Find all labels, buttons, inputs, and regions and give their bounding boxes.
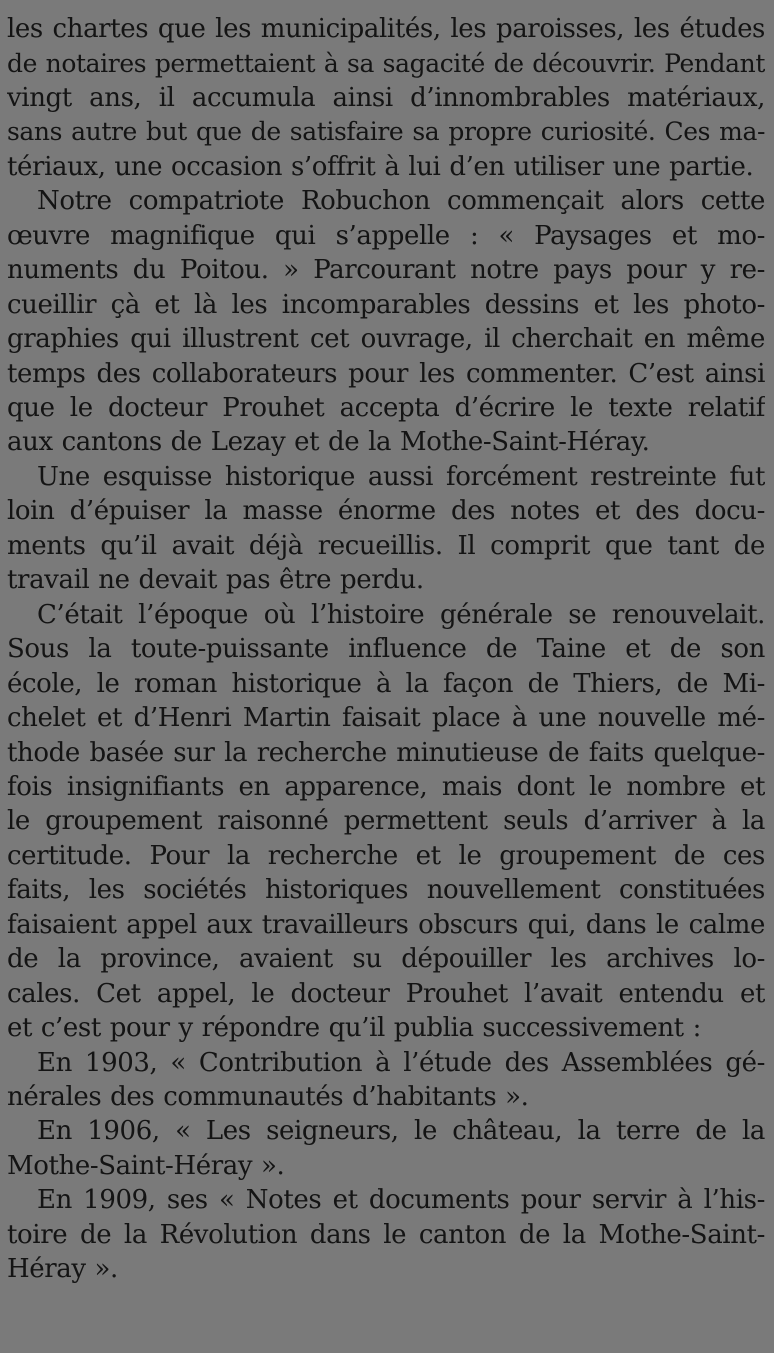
text-line: faisaient appel aux travailleurs obscurs qui, dans le calme xyxy=(7,909,765,940)
text-line: vingt ans, il accumula ainsi d’innombrables matériaux, xyxy=(7,82,765,113)
text-line: travail ne devait pas être perdu. xyxy=(7,565,424,596)
text-line: cales. Cet appel, le docteur Prouhet l’avait entendu et xyxy=(7,978,765,1009)
text-line: le groupement raisonné permettent seuls d’arriver à la xyxy=(7,806,765,837)
text-line: de notaires permettaient à sa sagacité de découvrir. Pendant xyxy=(7,48,765,78)
text-line: loin d’épuiser la masse énorme des notes et des docu- xyxy=(7,496,765,527)
text-line: œuvre magnifique qui s’appelle : « Paysages et mo- xyxy=(7,220,765,251)
text-line: thode basée sur la recherche minutieuse de faits quelque- xyxy=(7,737,765,768)
text-line: certitude. Pour la recherche et le groupement de ces xyxy=(7,840,765,871)
text-line: fois insignifiants en apparence, mais dont le nombre et xyxy=(7,771,765,802)
text-line: En 1906, « Les seigneurs, le château, la terre de la xyxy=(37,1116,765,1147)
text-line: que le docteur Prouhet accepta d’écrire le texte relatif xyxy=(7,393,765,423)
text-line: Sous la toute-puissante influence de Taine et de son xyxy=(7,634,765,665)
text-line: nérales des communautés d’habitants ». xyxy=(7,1082,529,1112)
text-line: école, le roman historique à la façon de Thiers, de Mi- xyxy=(7,668,765,699)
text-line: Mothe-Saint-Héray ». xyxy=(7,1150,285,1181)
text-line: tériaux, une occasion s’offrit à lui d’en utiliser une partie. xyxy=(7,151,754,182)
text-line: graphies qui illustrent cet ouvrage, il cherchait en même xyxy=(7,324,765,355)
text-line: toire de la Révolution dans le canton de la Mothe-Saint- xyxy=(7,1219,765,1250)
text-line: En 1909, ses « Notes et documents pour servir à l’his- xyxy=(37,1185,765,1216)
text-line: de la province, avaient su dépouiller les archives lo- xyxy=(7,944,765,975)
text-line: cueillir çà et là les incomparables dessins et les photo- xyxy=(7,289,765,320)
text-line: aux cantons de Lezay et de la Mothe-Saint-Héray. xyxy=(7,427,650,458)
text-line: Notre compatriote Robuchon commençait alors cette xyxy=(37,186,765,217)
text-line: chelet et d’Henri Martin faisait place à une nouvelle mé- xyxy=(7,703,765,733)
text-line: temps des collaborateurs pour les commenter. C’est ainsi xyxy=(7,358,765,389)
text-line: et c’est pour y répondre qu’il publia successivement : xyxy=(7,1013,701,1044)
text-line: Une esquisse historique aussi forcément restreinte fut xyxy=(37,461,765,492)
text-line: ments qu’il avait déjà recueillis. Il comprit que tant de xyxy=(7,530,765,561)
text-line: Héray ». xyxy=(7,1254,118,1285)
text-line: sans autre but que de satisfaire sa propre curiosité. Ces ma- xyxy=(7,117,765,147)
text-line: En 1903, « Contribution à l’étude des Assemblées gé- xyxy=(37,1047,765,1078)
text-line: numents du Poitou. » Parcourant notre pays pour y re- xyxy=(7,255,765,286)
text-line: C’était l’époque où l’histoire générale se renouvelait. xyxy=(37,599,765,630)
text-line: faits, les sociétés historiques nouvellement constituées xyxy=(7,875,765,906)
text-line: les chartes que les municipalités, les paroisses, les études xyxy=(7,14,765,44)
